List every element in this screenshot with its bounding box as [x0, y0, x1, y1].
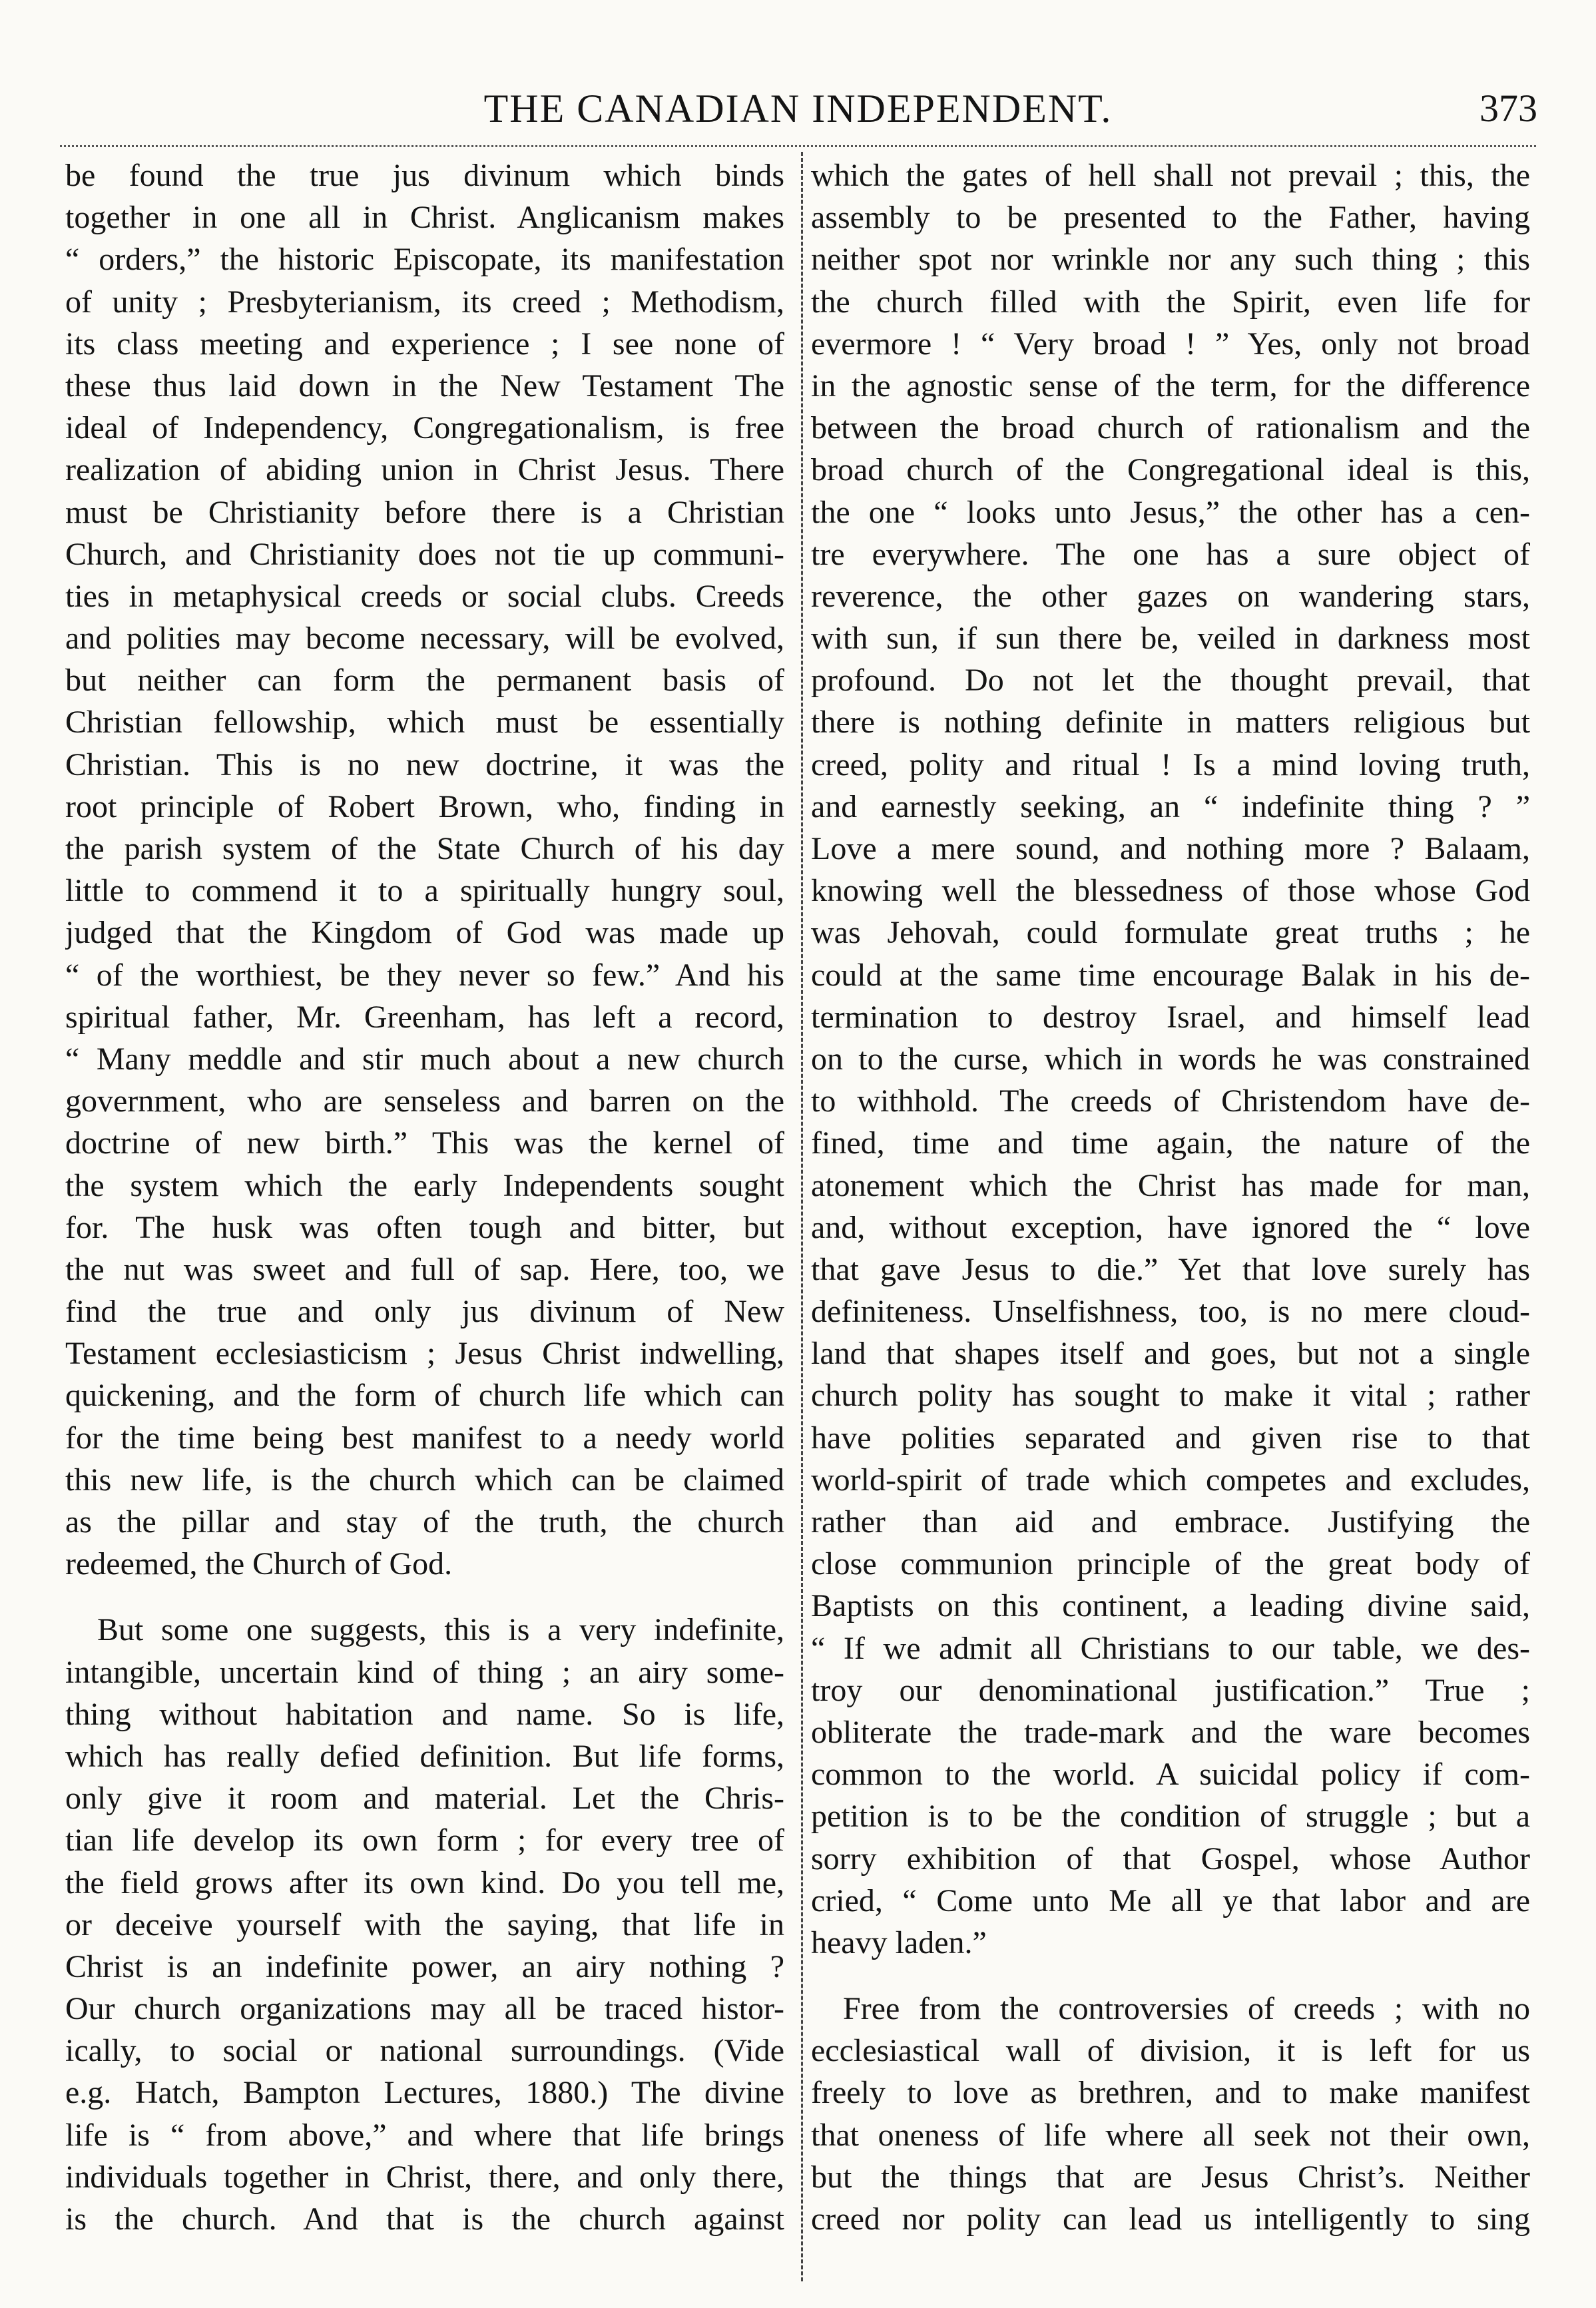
text-line: “ Many meddle and stir much about a new church	[65, 1041, 784, 1077]
text-line: which has really defied definition. But life forms,	[65, 1738, 784, 1774]
text-line: this new life, is the church which can be claimed	[65, 1462, 784, 1498]
text-line: sorry exhibition of that Gospel, whose Author	[811, 1841, 1530, 1876]
text-line: to withhold. The creeds of Christendom have de-	[811, 1083, 1530, 1119]
text-line: common to the world. A suicidal policy if com-	[811, 1757, 1530, 1793]
text-line: could at the same time encourage Balak in his de-	[811, 957, 1530, 993]
text-line: redeemed, the Church of God.	[65, 1546, 453, 1582]
text-line: obliterate the trade-mark and the ware becomes	[811, 1714, 1530, 1750]
text-line: the system which the early Independents sought	[65, 1167, 784, 1203]
paragraph-gap	[811, 1964, 1530, 1988]
text-line: individuals together in Christ, there, and only there,	[65, 2159, 784, 2195]
text-line: spiritual father, Mr. Greenham, has left a record,	[65, 999, 784, 1035]
text-line: freely to love as brethren, and to make manifest	[811, 2075, 1530, 2111]
text-line: ties in metaphysical creeds or social clubs. Creeds	[65, 578, 784, 614]
text-line: reverence, the other gazes on wandering stars,	[811, 578, 1530, 614]
text-line: that gave Jesus to die.” Yet that love surely has	[811, 1251, 1530, 1287]
text-line: tian life develop its own form ; for every tree of	[65, 1823, 784, 1859]
paragraph-gap	[65, 1585, 784, 1609]
text-line: broad church of the Congregational ideal is this,	[811, 452, 1530, 488]
text-line: but neither can form the permanent basis of	[65, 663, 784, 699]
text-line: profound. Do not let the thought prevail, that	[811, 663, 1530, 699]
text-line: and polities may become necessary, will be evolved,	[65, 621, 784, 657]
text-line: but the things that are Jesus Christ’s. Neither	[811, 2159, 1530, 2195]
text-line: together in one all in Christ. Anglicanism makes	[65, 200, 784, 236]
text-line: between the broad church of rationalism and the	[811, 410, 1530, 446]
text-line: the one “ looks unto Jesus,” the other has a cen-	[811, 494, 1530, 530]
text-line: which the gates of hell shall not prevail ; this, the	[811, 158, 1530, 193]
text-line: ically, to social or national surroundings. (Vide	[65, 2033, 784, 2069]
column-divider	[801, 152, 803, 2281]
text-line: the church filled with the Spirit, even life for	[811, 284, 1530, 320]
text-line: church polity has sought to make it vital ; rather	[811, 1378, 1530, 1414]
text-line: root principle of Robert Brown, who, finding in	[65, 788, 784, 824]
text-line: and, without exception, have ignored the “ love	[811, 1209, 1530, 1245]
text-line: that oneness of life where all seek not their own,	[811, 2117, 1530, 2153]
text-line: intangible, uncertain kind of thing ; an airy some-	[65, 1654, 784, 1690]
right-column	[811, 154, 1530, 2240]
text-line: But some one suggests, this is a very indefinite,	[97, 1612, 784, 1648]
text-line: evermore ! “ Very broad ! ” Yes, only not broad	[811, 326, 1530, 362]
text-line: for the time being best manifest to a needy world	[65, 1420, 784, 1456]
text-line: fined, time and time again, the nature of the	[811, 1125, 1530, 1161]
left-column	[65, 154, 784, 2240]
text-line: creed, polity and ritual ! Is a mind loving truth,	[811, 746, 1530, 782]
text-line: Our church organizations may all be traced histor-	[65, 1991, 784, 2027]
text-line: with sun, if sun there be, veiled in darkness most	[811, 621, 1530, 657]
header-rule	[60, 145, 1536, 147]
text-line: be found the true jus divinum which binds	[65, 158, 784, 193]
text-line: Love a mere sound, and nothing more ? Balaam,	[811, 831, 1530, 866]
text-line: Testament ecclesiasticism ; Jesus Christ indwelling,	[65, 1336, 784, 1372]
text-line: was Jehovah, could formulate great truths ; he	[811, 915, 1530, 951]
text-line: ideal of Independency, Congregationalism, is free	[65, 410, 784, 446]
text-line: in the agnostic sense of the term, for the difference	[811, 368, 1530, 404]
text-line: the field grows after its own kind. Do you tell me,	[65, 1865, 784, 1900]
text-line: knowing well the blessedness of those whose God	[811, 873, 1530, 909]
text-line: have polities separated and given rise to that	[811, 1420, 1530, 1456]
text-line: Baptists on this continent, a leading divine said,	[811, 1588, 1530, 1624]
text-line: is the church. And that is the church against	[65, 2201, 784, 2237]
text-line: must be Christianity before there is a Christian	[65, 494, 784, 530]
text-line: there is nothing definite in matters religious but	[811, 705, 1530, 740]
text-line: cried, “ Come unto Me all ye that labor and are	[811, 1882, 1530, 1918]
text-line: of unity ; Presbyterianism, its creed ; Methodism,	[65, 284, 784, 320]
text-line: atonement which the Christ has made for man,	[811, 1167, 1530, 1203]
text-line: petition is to be the condition of struggle ; but a	[811, 1799, 1530, 1835]
text-line: Christ is an indefinite power, an airy nothing ?	[65, 1948, 784, 1984]
text-line: troy our denominational justification.” True ;	[811, 1672, 1530, 1708]
text-line: only give it room and material. Let the Chris-	[65, 1781, 784, 1817]
text-line: assembly to be presented to the Father, having	[811, 200, 1530, 236]
text-line: Church, and Christianity does not tie up communi-	[65, 536, 784, 572]
text-line: doctrine of new birth.” This was the kernel of	[65, 1125, 784, 1161]
text-line: tre everywhere. The one has a sure object of	[811, 536, 1530, 572]
text-line: life is “ from above,” and where that life brings	[65, 2117, 784, 2153]
page-header	[0, 0, 1596, 153]
text-line: or deceive yourself with the saying, that life in	[65, 1906, 784, 1942]
text-line: its class meeting and experience ; I see none of	[65, 326, 784, 362]
text-line: the parish system of the State Church of his day	[65, 831, 784, 866]
running-title: THE CANADIAN INDEPENDENT.	[483, 87, 1113, 131]
text-line: neither spot nor wrinkle nor any such thing ; this	[811, 242, 1530, 278]
text-line: heavy laden.”	[811, 1924, 987, 1960]
text-line: land that shapes itself and goes, but not a single	[811, 1336, 1530, 1372]
text-line: thing without habitation and name. So is life,	[65, 1696, 784, 1732]
text-line: Free from the controversies of creeds ; with no	[843, 1991, 1530, 2027]
text-line: definiteness. Unselfishness, too, is no mere cloud-	[811, 1294, 1530, 1330]
text-line: find the true and only jus divinum of New	[65, 1294, 784, 1330]
text-line: as the pillar and stay of the truth, the church	[65, 1504, 784, 1540]
text-line: judged that the Kingdom of God was made up	[65, 915, 784, 951]
text-line: these thus laid down in the New Testament The	[65, 368, 784, 404]
text-line: “ orders,” the historic Episcopate, its manifestation	[65, 242, 784, 278]
text-line: ecclesiastical wall of division, it is left for us	[811, 2033, 1530, 2069]
text-line: the nut was sweet and full of sap. Here, too, we	[65, 1251, 784, 1287]
text-line: on to the curse, which in words he was constrained	[811, 1041, 1530, 1077]
text-line: Christian. This is no new doctrine, it was the	[65, 746, 784, 782]
text-line: close communion principle of the great body of	[811, 1546, 1530, 1582]
text-line: realization of abiding union in Christ Jesus. There	[65, 452, 784, 488]
text-line: for. The husk was often tough and bitter, but	[65, 1209, 784, 1245]
text-line: quickening, and the form of church life which can	[65, 1378, 784, 1414]
text-line: rather than aid and embrace. Justifying the	[811, 1504, 1530, 1540]
text-line: Christian fellowship, which must be essentially	[65, 705, 784, 740]
text-line: creed nor polity can lead us intelligently to sing	[811, 2201, 1530, 2237]
text-line: termination to destroy Israel, and himself lead	[811, 999, 1530, 1035]
text-line: government, who are senseless and barren on the	[65, 1083, 784, 1119]
text-line: and earnestly seeking, an “ indefinite thing ? ”	[811, 788, 1530, 824]
text-line: little to commend it to a spiritually hungry soul,	[65, 873, 784, 909]
text-line: “ If we admit all Christians to our table, we des-	[811, 1630, 1530, 1666]
text-line: “ of the worthiest, be they never so few.” And his	[65, 957, 784, 993]
text-line: world-spirit of trade which competes and excludes,	[811, 1462, 1530, 1498]
page-number: 373	[1479, 87, 1537, 130]
text-line: e.g. Hatch, Bampton Lectures, 1880.) The divine	[65, 2075, 784, 2111]
